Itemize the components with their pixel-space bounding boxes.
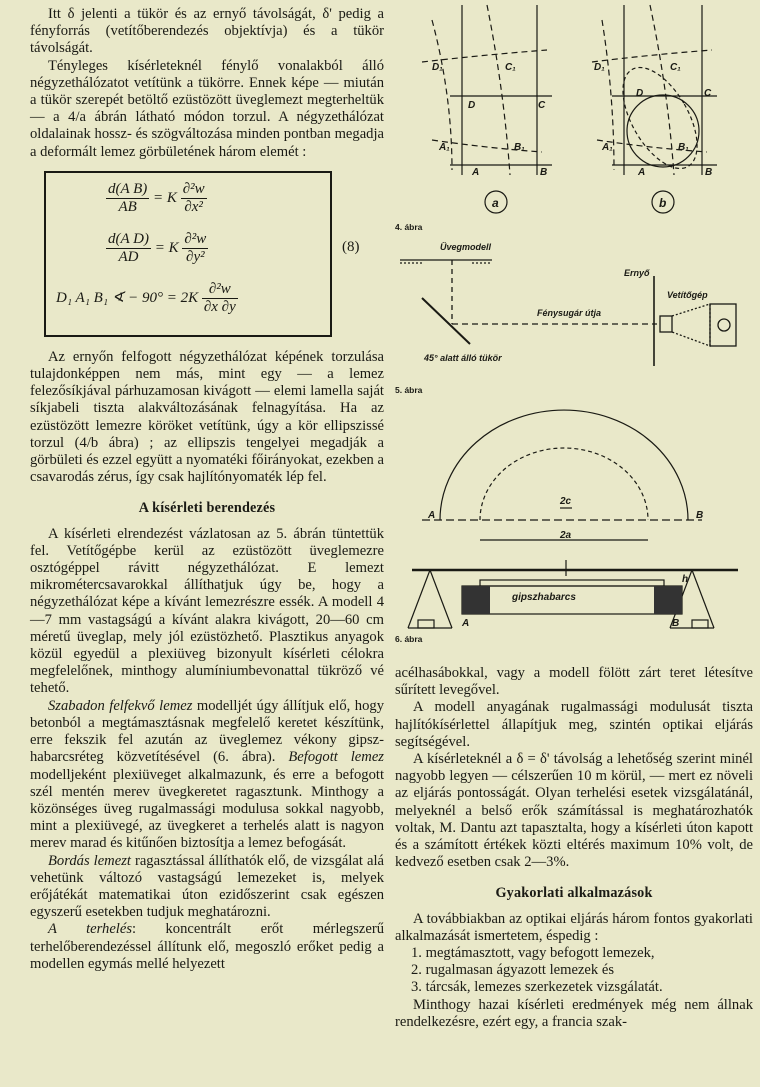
paragraph: Bordás lemezt ragasztással állíthatók elő, de vizsgálat alá vehetünk változó vastagságú lemezeket is, melyek erőjátékát matematikai úton ezidőszerint csak egészen egyszerű esetekben tudjuk meghatározni. [30, 852, 384, 921]
fig4-label: A₁ [439, 142, 450, 153]
list-item: 3. tárcsák, lemezes szerkezetek vizsgálatát. [411, 979, 663, 996]
fig6-label: A [462, 618, 470, 629]
fig6-label: A [428, 510, 436, 521]
fig4-label: B₁ [514, 142, 525, 153]
figure-caption: 4. ábra [395, 222, 423, 232]
fig6-label: h [682, 574, 689, 585]
fig4-label: A₁ [602, 142, 613, 153]
list-item: 2. rugalmasan ágyazott lemezek és [411, 962, 615, 979]
section-heading: Gyakorlati alkalmazások [495, 885, 653, 902]
fig4-label: D₁ [432, 62, 443, 73]
fig4-label: C₁ [505, 62, 516, 73]
fig4-label: B [540, 167, 548, 178]
fig4-label: A [638, 167, 646, 178]
paragraph: Az ernyőn felfogott négyzethálózat képének torzulása tulajdonképpen nem más, mint egy — a lemez felezősíkjával párhuzamosan kivágott — elemi lamella saját síkjabeli tiszta alakváltozásának felnagyítása. Ha az ezüstözött lemezre köröket vetítünk, úgy a kör ellipszissé torzul (4/b ábra) ; az ellipszis tengelyei megadják a görbületi és ezzel együtt a nyomatéki főirányokat, ezekben a csavarodás zérus, így csak hajlítónyomaték lép fel. [30, 348, 384, 486]
formula-box [44, 171, 360, 337]
fig5-label: Vetítőgép [667, 290, 708, 300]
fig4-label: A [472, 167, 480, 178]
paragraph: A kísérleti elrendezést vázlatosan az 5. ábrán tüntettük fel. Vetítőgépbe kerül az ezüstözött üveglemezre osztógéppel rávitt négyzethálózat. E lemezt mikrométercsavarokkal állíthatjuk úgy be, hogy a négyzethálózat képe a kívánt lemezrészre essék. A modell 4—7 mm vastagságú a kívánt alakra kivágott, 20—60 cm méretű üveglap, mely jól ezüstözhető. Plasztikus anyagok közül egyedül a plexiüveg bizonyult kísérleti célokra megfelelőnek, minthogy alumíniumbevonattal tükröző vé tehető. [30, 525, 384, 697]
paragraph: A modell anyagának rugalmassági modulusát tiszta hajlítókísérlettel állapítjuk meg, szintén optikai eljárás segítségével. [395, 699, 753, 750]
fig6-label: gipszhabarcs [512, 592, 576, 603]
fig4-label: C [704, 88, 712, 99]
figure-5 [392, 236, 760, 386]
formula-row-3: D₁ A₁ B₁ ∢ − 90° = 2K $\frac{\text{∂²w}}{\partial x \partial y}$ [56, 280, 236, 316]
fig6-label: B [696, 510, 704, 521]
paragraph: Itt δ jelenti a tükör és az ernyő távolságát, δ' pedig a fényforrás (vetítőberendezés objektívja) és a tükör távolságát. [30, 6, 384, 57]
paragraph: A továbbiakban az optikai eljárás három fontos gyakorlati alkalmazását ismertetem, éspedig : [395, 910, 753, 944]
figure-6 [392, 400, 760, 645]
fig4-label: B [705, 167, 713, 178]
fig5-label: Ernyő [624, 268, 650, 278]
fig4-label: D₁ [594, 62, 605, 73]
right-column [395, 665, 753, 1031]
figure-caption: 5. ábra [395, 385, 423, 395]
fig4-label: D [636, 88, 644, 99]
fig4-label: C [538, 100, 546, 111]
fig5-label: Fénysugár útja [537, 308, 602, 318]
fig6-label: 2c [560, 496, 572, 507]
paragraph: A kísérleteknél a δ = δ' távolság a lehetőség szerint minél nagyobb legyen — célszerűen 10 m körül, — mert ez növeli az eljárás pontosságát. Olyan terhelési esetek vizsgálatánál, melyeknél a belső erők számítással is meghatározhatók voltak, M. Dantu azt tapasztalta, hogy a kísérleti úton kapott és a számított értékek közti eltérés maximum 10% volt, de kedvező esetben csak 2—3%. [395, 751, 753, 871]
formula-row-1: $\frac{\text{d(A B)}}{AB}$ = K $\frac{\text{∂²w}}{\text{∂x²}}$ [108, 180, 205, 216]
fig4-panel-label: a [492, 196, 499, 210]
figure-4 [392, 0, 760, 235]
fig4-label: B₁ [678, 142, 689, 153]
fig4-label: D [468, 100, 476, 111]
paragraph: Minthogy hazai kísérleti eredmények még nem állnak rendelkezésre, ezért egy, a francia szak- [395, 996, 753, 1030]
fig6-label: B [672, 618, 680, 629]
fig4-label: C₁ [670, 62, 681, 73]
paragraph: Szabadon felfekvő lemez modelljét úgy állítjuk elő, hogy betonból a megtámasztásnak megfelelő keretet készítünk, erre fekszik fel azután az üveglemez vékony gipsz-habarcsréteg közvetítésével (6. ábra). Befogott lemez modelljeként plexiüveget alkalmazunk, és erre a befogott szél mentén merev üvegkeretet ragasztunk. Minthogy a közönséges üveg rugalmassági modulusa sokkal nagyobb, mint a plexiüvegé, az üvegkeret a terhelés alatt is nagyon merev marad és kitűnően biztosítja a lemez befogását. [30, 697, 384, 852]
formula-row-2: $\frac{\text{d(A D)}}{AD}$ = K $\frac{\text{∂²w}}{\text{∂y²}}$ [108, 230, 207, 266]
paragraph: A terhelés: koncentrált erőt mérlegszerű terhelőberendezéssel állítunk elő, megoszló erőket pedig a modellen egymás mellé helyezett [30, 921, 384, 972]
fig6-label: 2a [560, 530, 572, 541]
figure-caption: 6. ábra [395, 634, 423, 644]
list-item: 1. megtámasztott, vagy befogott lemezek, [411, 945, 655, 962]
fig4-panel-label: b [659, 196, 667, 210]
left-column [30, 6, 384, 973]
paragraph: Tényleges kísérleteknél fénylő vonalakból álló négyzethálózatot vetítünk a tükörre. Ennek képe — miután a tükör szerepét betöltő ezüstözött üveglemezt megterheltük — a 4/a ábrán látható módon torzul. A négyzethálózat oldalainak hossz- és szögváltozása minden pontban megadja a deformált lemez görbületének három elemét : [30, 57, 384, 160]
fig5-label: Üvegmodell [440, 242, 492, 252]
paragraph: acélhasábokkal, vagy a modell fölött zárt teret létesítve sűrített levegővel. [395, 665, 753, 699]
section-heading: A kísérleti berendezés [138, 500, 276, 517]
fig5-label: 45° alatt álló tükör [424, 353, 502, 363]
equation-number: (8) [342, 238, 360, 255]
